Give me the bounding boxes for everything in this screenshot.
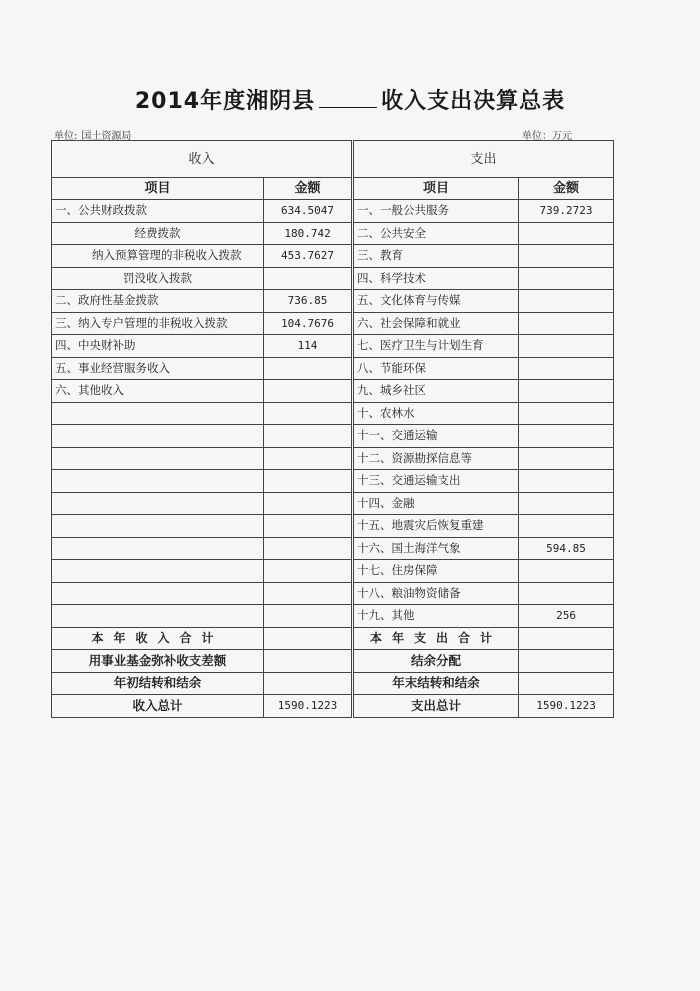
table-row [52, 515, 614, 538]
title-blank-line [319, 106, 377, 108]
income-item-cell: 六、其他收入 [52, 380, 264, 403]
income-summary-amount [264, 672, 353, 695]
expense-amount-cell [519, 245, 614, 268]
expense-item-cell: 八、节能环保 [353, 357, 519, 380]
expense-item-cell: 十九、其他 [353, 605, 519, 628]
table-row [52, 582, 614, 605]
income-amount-cell [264, 537, 353, 560]
income-section-header: 收入 [52, 141, 353, 178]
income-amount-cell: 114 [264, 335, 353, 358]
expense-summary-amount [519, 650, 614, 673]
income-amount-cell: 453.7627 [264, 245, 353, 268]
expense-amount-cell [519, 380, 614, 403]
income-item-cell [52, 425, 264, 448]
table-row [52, 245, 614, 268]
expense-item-cell: 十六、国土海洋气象 [353, 537, 519, 560]
summary-row [52, 695, 614, 718]
table-row [52, 290, 614, 313]
expense-item-cell: 一、一般公共服务 [353, 200, 519, 223]
expense-item-header: 项目 [353, 178, 519, 200]
income-amount-header: 金额 [264, 178, 353, 200]
expense-amount-cell [519, 560, 614, 583]
expense-summary-label: 本年支出合计 [353, 627, 519, 650]
income-amount-cell [264, 447, 353, 470]
table-row [52, 537, 614, 560]
expense-item-cell: 十三、交通运输支出 [353, 470, 519, 493]
expense-item-cell: 三、教育 [353, 245, 519, 268]
expense-item-cell: 五、文化体育与传媒 [353, 290, 519, 313]
table-row [52, 380, 614, 403]
income-amount-cell [264, 560, 353, 583]
unit-org-label: 单位: [54, 131, 78, 142]
income-item-cell: 罚没收入拨款 [52, 267, 264, 290]
page-title [0, 84, 700, 115]
expense-item-cell: 二、公共安全 [353, 222, 519, 245]
income-amount-cell [264, 582, 353, 605]
income-item-cell [52, 447, 264, 470]
income-summary-label: 用事业基金弥补收支差额 [52, 650, 264, 673]
expense-item-cell: 十四、金融 [353, 492, 519, 515]
income-amount-cell [264, 402, 353, 425]
expense-item-cell: 十二、资源勘探信息等 [353, 447, 519, 470]
income-amount-cell: 736.85 [264, 290, 353, 313]
income-amount-cell [264, 470, 353, 493]
income-item-cell: 经费拨款 [52, 222, 264, 245]
expense-section-header: 支出 [353, 141, 614, 178]
income-amount-cell: 634.5047 [264, 200, 353, 223]
table-row [52, 335, 614, 358]
table-row [52, 425, 614, 448]
table-row [52, 267, 614, 290]
expense-summary-label: 年末结转和结余 [353, 672, 519, 695]
table-row [52, 312, 614, 335]
expense-item-cell: 七、医疗卫生与计划生育 [353, 335, 519, 358]
table-row [52, 222, 614, 245]
income-summary-amount [264, 627, 353, 650]
income-item-cell: 纳入预算管理的非税收入拨款 [52, 245, 264, 268]
expense-amount-cell [519, 582, 614, 605]
expense-amount-cell [519, 515, 614, 538]
income-item-cell: 五、事业经营服务收入 [52, 357, 264, 380]
income-item-cell [52, 560, 264, 583]
expense-amount-cell [519, 402, 614, 425]
expense-item-cell: 四、科学技术 [353, 267, 519, 290]
expense-amount-cell: 594.85 [519, 537, 614, 560]
expense-item-cell: 十一、交通运输 [353, 425, 519, 448]
income-summary-label: 本年收入合计 [52, 627, 264, 650]
budget-table-wrapper [51, 140, 613, 718]
expense-amount-cell [519, 267, 614, 290]
table-row [52, 492, 614, 515]
income-item-cell [52, 582, 264, 605]
summary-row [52, 650, 614, 673]
income-amount-cell [264, 515, 353, 538]
title-prefix: 2014年度湘阴县 [134, 89, 316, 114]
expense-amount-cell [519, 222, 614, 245]
expense-item-cell: 十五、地震灾后恢复重建 [353, 515, 519, 538]
income-amount-cell [264, 380, 353, 403]
summary-row [52, 627, 614, 650]
expense-amount-cell [519, 492, 614, 515]
income-summary-amount: 1590.1223 [264, 695, 353, 718]
table-row [52, 357, 614, 380]
income-item-cell [52, 470, 264, 493]
income-amount-cell: 104.7676 [264, 312, 353, 335]
table-row [52, 605, 614, 628]
income-item-cell [52, 402, 264, 425]
expense-summary-label: 支出总计 [353, 695, 519, 718]
expense-amount-cell [519, 335, 614, 358]
income-amount-cell [264, 357, 353, 380]
column-header-row [52, 178, 614, 200]
table-row [52, 200, 614, 223]
income-item-cell: 一、公共财政拨款 [52, 200, 264, 223]
income-item-header: 项目 [52, 178, 264, 200]
expense-summary-amount [519, 627, 614, 650]
expense-summary-amount [519, 672, 614, 695]
expense-item-cell: 六、社会保障和就业 [353, 312, 519, 335]
budget-table [51, 140, 614, 718]
expense-item-cell: 九、城乡社区 [353, 380, 519, 403]
expense-amount-cell [519, 470, 614, 493]
unit-org-value: 国土资源局 [81, 131, 132, 142]
table-row [52, 560, 614, 583]
unit-currency: 单位：万元 [522, 131, 572, 142]
income-item-cell [52, 515, 264, 538]
expense-amount-header: 金额 [519, 178, 614, 200]
income-item-cell [52, 492, 264, 515]
income-summary-label: 收入总计 [52, 695, 264, 718]
income-amount-cell [264, 492, 353, 515]
table-row [52, 402, 614, 425]
table-row [52, 447, 614, 470]
income-item-cell [52, 537, 264, 560]
income-amount-cell: 180.742 [264, 222, 353, 245]
expense-amount-cell [519, 312, 614, 335]
income-item-cell: 二、政府性基金拨款 [52, 290, 264, 313]
income-item-cell [52, 605, 264, 628]
expense-item-cell: 十七、住房保障 [353, 560, 519, 583]
income-summary-label: 年初结转和结余 [52, 672, 264, 695]
table-row [52, 470, 614, 493]
expense-amount-cell: 256 [519, 605, 614, 628]
expense-amount-cell [519, 447, 614, 470]
income-amount-cell [264, 267, 353, 290]
section-header-row [52, 141, 614, 178]
expense-amount-cell [519, 357, 614, 380]
title-suffix: 收入支出决算总表 [381, 89, 566, 114]
income-amount-cell [264, 605, 353, 628]
expense-summary-amount: 1590.1223 [519, 695, 614, 718]
expense-amount-cell: 739.2723 [519, 200, 614, 223]
expense-summary-label: 结余分配 [353, 650, 519, 673]
expense-amount-cell [519, 425, 614, 448]
expense-amount-cell [519, 290, 614, 313]
income-item-cell: 三、纳入专户管理的非税收入拨款 [52, 312, 264, 335]
income-item-cell: 四、中央财补助 [52, 335, 264, 358]
expense-item-cell: 十、农林水 [353, 402, 519, 425]
income-amount-cell [264, 425, 353, 448]
income-summary-amount [264, 650, 353, 673]
summary-row [52, 672, 614, 695]
expense-item-cell: 十八、粮油物资储备 [353, 582, 519, 605]
